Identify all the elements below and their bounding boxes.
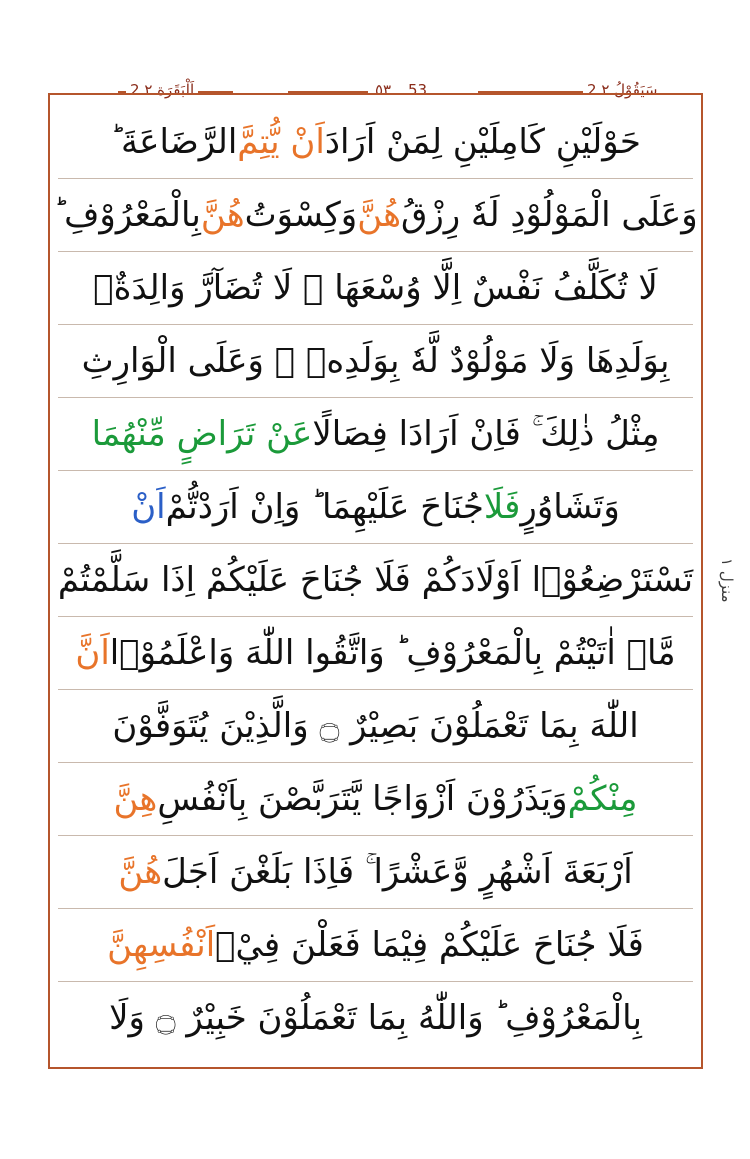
text-segment: اَنَّ <box>75 632 110 673</box>
text-segment: مِثْلُ ذٰلِكَ ۚ فَاِنْ اَرَادَا فِصَالًا <box>312 413 660 454</box>
text-segment: هُنَّ <box>200 194 245 235</box>
text-segment: هِنَّ <box>113 778 158 819</box>
text-segment: تَسْتَرْضِعُوْۤا اَوْلَادَكُمْ فَلَا جُنَاحَ عَلَيْكُمْ اِذَا سَلَّمْتُمْ <box>57 559 694 600</box>
text-segment: بِالْمَعْرُوْفِ ؕ <box>53 194 201 235</box>
manzil-label: منزل ١ <box>718 557 736 603</box>
text-segment: هُنَّ <box>118 851 163 892</box>
text-line <box>50 178 701 251</box>
header-page-number: 53 <box>404 81 431 99</box>
header-para: سَيَقُوْلُ ٢ 2 <box>583 81 662 99</box>
page-frame <box>48 93 703 1069</box>
text-segment: اَنْفُسِهِنَّ <box>107 924 216 965</box>
text-line <box>50 324 701 397</box>
text-segment: هُنَّ <box>357 194 401 235</box>
text-segment: مِنْكُمْ <box>567 778 638 819</box>
text-segment: لَا تُكَلَّفُ نَفْسٌ اِلَّا وُسْعَهَا ۚ لَا تُضَآرَّ وَالِدَةٌۢ <box>93 267 658 308</box>
text-segment: بِالْمَعْرُوْفِ ؕ وَاللّٰهُ بِمَا تَعْمَلُوْنَ خَبِيْرٌ ۝ وَلَا <box>109 998 642 1038</box>
text-segment: فَلَا <box>483 486 521 527</box>
text-line <box>50 762 701 835</box>
text-line <box>50 543 701 616</box>
text-line <box>50 981 701 1054</box>
header-page-arabic: ٥٣ <box>371 81 395 99</box>
text-segment: وَيَذَرُوْنَ اَزْوَاجًا يَّتَرَبَّصْنَ بِاَنْفُسِ <box>157 778 568 819</box>
text-segment: اللّٰهَ بِمَا تَعْمَلُوْنَ بَصِيْرٌ ۝ وَالَّذِيْنَ يُتَوَفَّوْنَ <box>112 706 639 746</box>
text-line <box>50 616 701 689</box>
text-segment: جُنَاحَ عَلَيْهِمَا ؕ وَاِنْ اَرَدْتُّمْ <box>165 486 484 527</box>
text-line <box>50 397 701 470</box>
text-line <box>50 908 701 981</box>
text-line <box>50 689 701 762</box>
text-segment: وَتَشَاوُرٍ <box>520 486 620 527</box>
text-line <box>50 251 701 324</box>
text-segment: وَكِسْوَتُ <box>244 194 358 235</box>
text-line <box>50 470 701 543</box>
text-line <box>50 105 701 178</box>
text-segment: وَعَلَى الْمَوْلُوْدِ لَهٗ رِزْقُ <box>401 194 698 235</box>
text-segment: اَرْبَعَةَ اَشْهُرٍ وَّعَشْرًا ۚ فَاِذَا بَلَغْنَ اَجَلَ <box>162 851 633 892</box>
text-segment: بِوَلَدِهَا وَلَا مَوْلُوْدٌ لَّهٗ بِوَلَدِهٖ ۚ وَعَلَى الْوَارِثِ <box>81 340 670 381</box>
text-segment: حَوْلَيْنِ كَامِلَيْنِ لِمَنْ اَرَادَ <box>324 121 641 162</box>
text-segment: اَنْ يُّتِمَّ <box>237 121 325 162</box>
header-surah: 2 اَلْبَقَرَة ٢ <box>126 81 198 99</box>
text-line <box>50 835 701 908</box>
text-segment: اَنْ <box>131 486 166 527</box>
text-segment: عَنْ تَرَاضٍ مِّنْهُمَا <box>91 413 313 454</box>
text-segment: مَّاۤ اٰتَيْتُمْ بِالْمَعْرُوْفِ ؕ وَاتَّقُوا اللّٰهَ وَاعْلَمُوْۤا <box>109 632 676 673</box>
text-segment: الرَّضَاعَةَ ؕ <box>110 121 238 162</box>
text-segment: فَلَا جُنَاحَ عَلَيْكُمْ فِيْمَا فَعَلْنَ فِيْۤ <box>215 924 644 965</box>
